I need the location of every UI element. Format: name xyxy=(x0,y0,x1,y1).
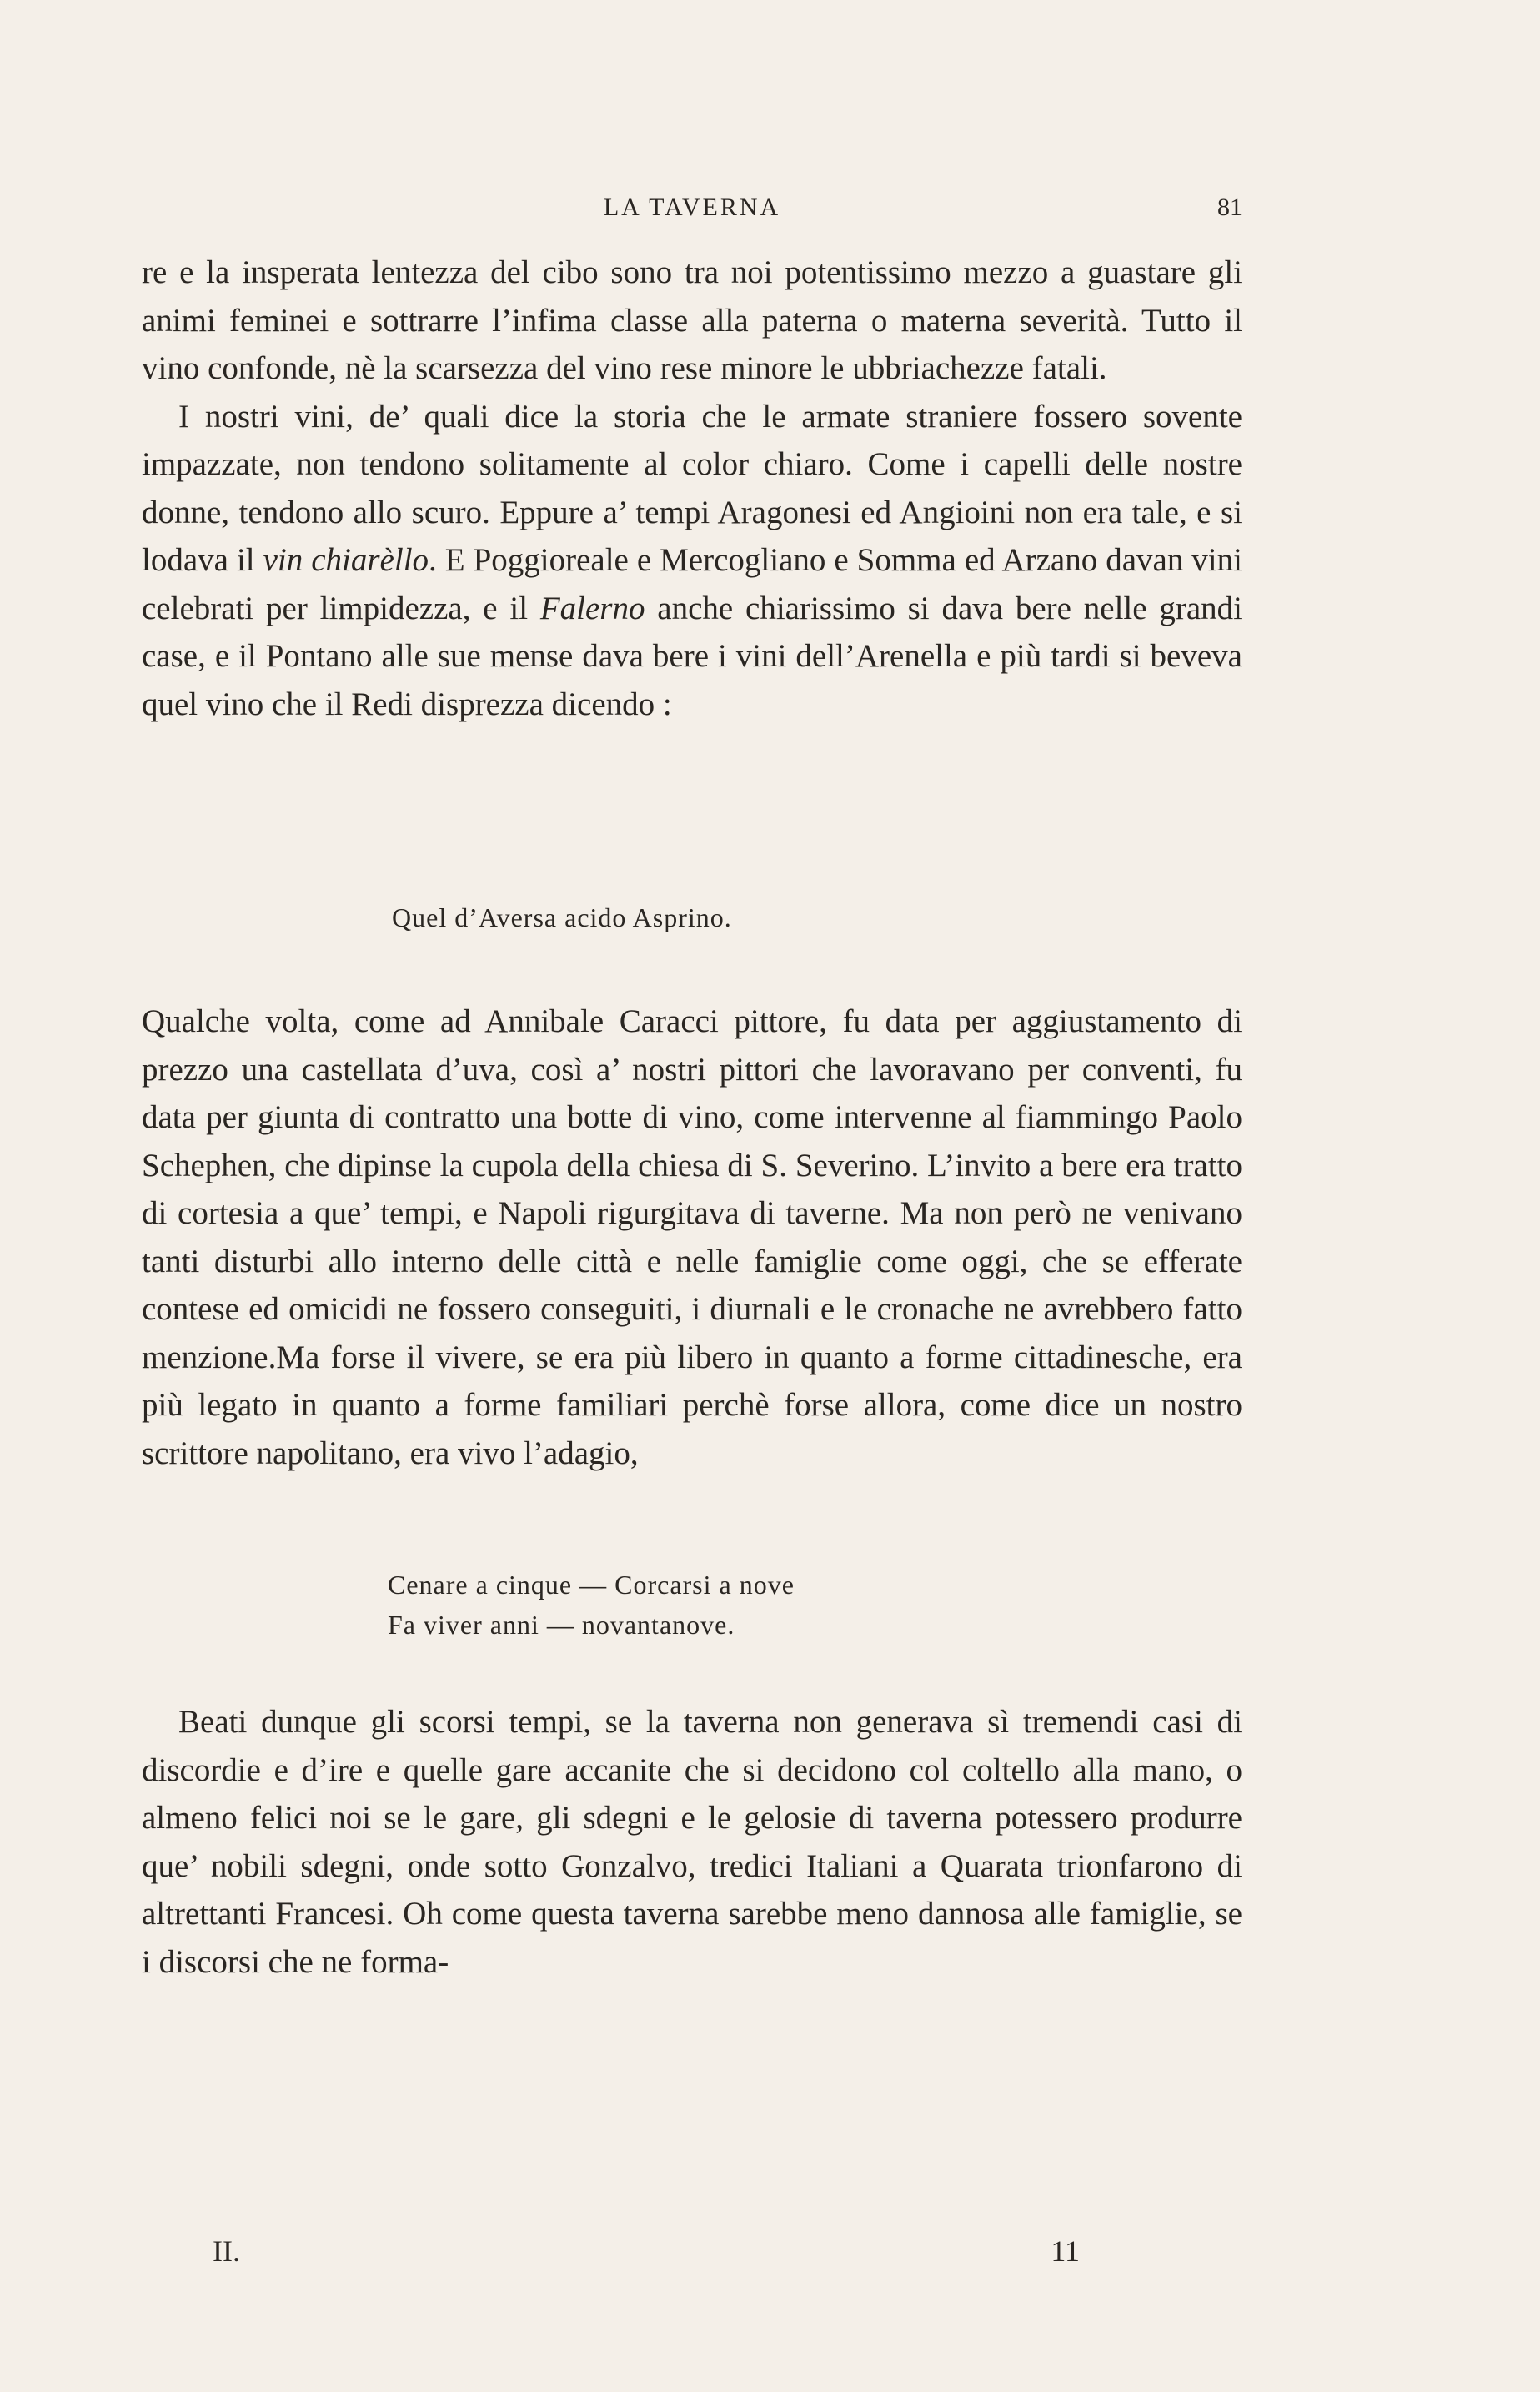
page-number: 81 xyxy=(1217,193,1242,221)
running-head xyxy=(142,193,1242,227)
text-block-1 xyxy=(142,249,1242,728)
paragraph-1: re e la insperata lentezza del cibo sono tra noi potentissimo mezzo a guastare gli animi feminei e sottrarre l’infima classe alla paterna o materna severità. Tutto il vino confonde, nè la scarsezza del vino rese minore le ubbriachezze fatali. xyxy=(142,254,1242,386)
signature-mark: 11 xyxy=(1051,2234,1080,2268)
paragraph-4: Beati dunque gli scorsi tempi, se la taverna non generava sì tremendi casi di discordie e d’ire e quelle gare accanite che si decidono col coltello alla mano, o almeno felici noi se le gare, gli sdegni e le gelosie di taverna potessero produrre que’ nobili sdegni, onde sotto Gonzalvo, tredici Italiani a Quarata trionfarono di altrettanti Francesi. Oh come questa taverna sarebbe meno dannosa alle famiglie, se i discorsi che ne forma- xyxy=(142,1704,1242,1980)
running-title: LA TAVERNA xyxy=(603,193,781,221)
italic-vin-chiarello: vin chiarèllo xyxy=(263,542,429,578)
italic-falerno: Falerno xyxy=(539,590,645,626)
paragraph-3: Qualche volta, come ad Annibale Caracci pittore, fu data per aggiustamento di prezzo una castellata d’uva, così a’ nostri pittori che lavoravano per conventi, fu data per giunta di contratto una botte di vino, come intervenne al fiammingo Paolo Schephen, che dipinse la cupola della chiesa di S. Severino. L’invito a bere era tratto di cortesia a que’ tempi, e Napoli rigurgitava di taverne. Ma non però ne venivano tanti disturbi allo interno delle città e nelle famiglie come oggi, che se efferate contese ed omicidi ne fossero conseguiti, i diurnali e le cronache ne avrebbero fatto menzione.Ma forse il vivere, se era più libero in quanto a forme cittadinesche, era più legato in quanto a forme familiari perchè forse allora, come dice un nostro scrittore napolitano, era vivo l’adagio, xyxy=(142,1003,1242,1471)
paragraph-2-part-2: . E Poggioreale e Mercogliano e Somma ed Arzano davan vini celebrati per limpidezza, e il xyxy=(142,542,1242,626)
paragraph-2-part-1: I nostri vini, de’ quali dice la storia che le armate straniere fossero sovente impazzate, non tendono solitamente al color chiaro. Come i capelli delle nostre donne, tendono allo scuro. Eppure a’ tempi Aragonesi ed Angioini non era tale, e si lodava il xyxy=(142,398,1242,578)
volume-mark: II. xyxy=(213,2234,240,2268)
page-footer xyxy=(213,2234,1080,2267)
text-block-2 xyxy=(142,998,1242,1477)
verse-line-1: Cenare a cinque — Corcarsi a nove xyxy=(388,1570,795,1600)
verse-line-2: Fa viver anni — novantanove. xyxy=(388,1610,735,1640)
text-block-3 xyxy=(142,1698,1242,1986)
paragraph-2-part-3: anche chiarissimo si dava bere nelle grandi case, e il Pontano alle sue mense dava bere i vini dell’Arenella e più tardi si beveva quel vino che il Redi disprezza dicendo : xyxy=(142,590,1242,722)
paragraph-2 xyxy=(142,393,1242,729)
quotation-redi: Quel d’Aversa acido Asprino. xyxy=(392,902,732,932)
